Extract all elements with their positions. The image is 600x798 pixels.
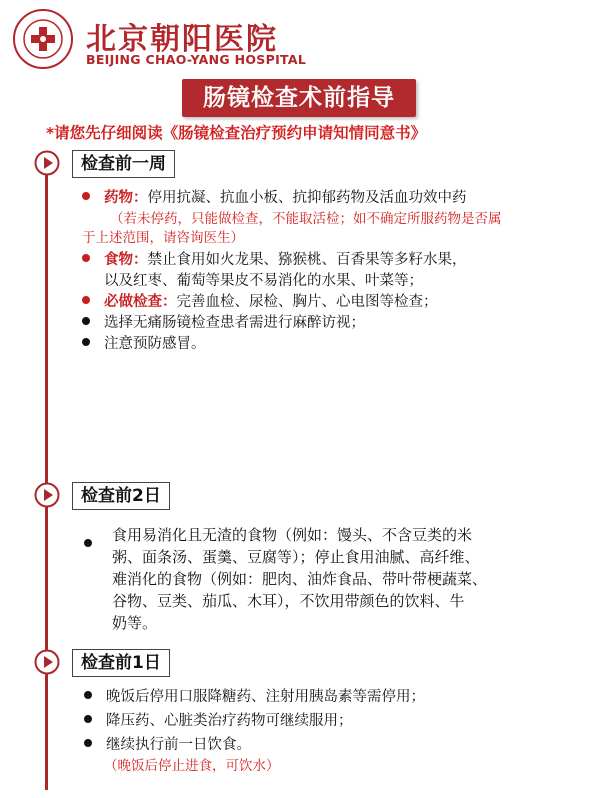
section-heading-week: 检查前一周 (72, 150, 175, 178)
list-item: 降压药、心脏类治疗药物可继续服用； (84, 711, 353, 732)
list-item: 继续执行前一日饮食。 (84, 735, 251, 756)
bullet-icon (84, 715, 92, 723)
drug-note: （若未停药，只能做检查，不能取活检；如不确定所服药物是否属 (110, 211, 502, 227)
hospital-name-en: BEIJING CHAO-YANG HOSPITAL (86, 52, 307, 67)
list-item: 选择无痛肠镜检查患者需进行麻醉访视； (82, 313, 365, 334)
diet-paragraph: 食用易消化且无渣的食物（例如：馒头、不含豆类的米 粥、面条汤、蛋羹、豆腐等）；停止食用油腻、高纤维、 难消化的食物（例如：肥肉、油炸食品、带叶带梗蔬菜、 谷物、豆类、茄瓜、木耳），不饮用带颜色的饮料、牛 奶等。 (112, 526, 488, 632)
evening-note: （晚饭后停止进食，可饮水） (104, 758, 280, 774)
play-marker-icon (34, 482, 60, 508)
list-item: 注意预防感冒。 (82, 334, 206, 355)
list-item: 食物：禁止食用如火龙果、猕猴桃、百香果等多籽水果， (82, 250, 467, 271)
hospital-logo (12, 8, 74, 70)
drug-note-cont: 于上述范围，请咨询医生） (82, 230, 244, 246)
bullet-icon (84, 739, 92, 747)
bullet-icon (84, 691, 92, 699)
section-heading-1day: 检查前1日 (72, 649, 170, 677)
play-marker-icon (34, 649, 60, 675)
section-heading-2day: 检查前2日 (72, 482, 170, 510)
bullet-icon (82, 296, 90, 304)
timeline-line (45, 160, 48, 790)
play-marker-icon (34, 150, 60, 176)
food-text-cont: 以及红枣、葡萄等果皮不易消化的水果、叶菜等； (104, 273, 423, 289)
list-item: 晚饭后停用口服降糖药、注射用胰岛素等需停用； (84, 687, 425, 708)
bullet-icon (84, 539, 92, 547)
bullet-icon (82, 254, 90, 262)
bullet-icon (82, 192, 90, 200)
hospital-name-cn: 北京朝阳医院 (86, 22, 278, 57)
list-item: 药物：停用抗凝、抗血小板、抗抑郁药物及活血功效中药 (82, 188, 467, 209)
consent-notice: *请您先仔细阅读《肠镜检查治疗预约申请知情同意书》 (46, 124, 427, 142)
page-title: 肠镜检查术前指导 (182, 79, 416, 117)
list-item: 必做检查：完善血检、尿检、胸片、心电图等检查； (82, 292, 438, 313)
bullet-icon (82, 317, 90, 325)
bullet-icon (82, 338, 90, 346)
